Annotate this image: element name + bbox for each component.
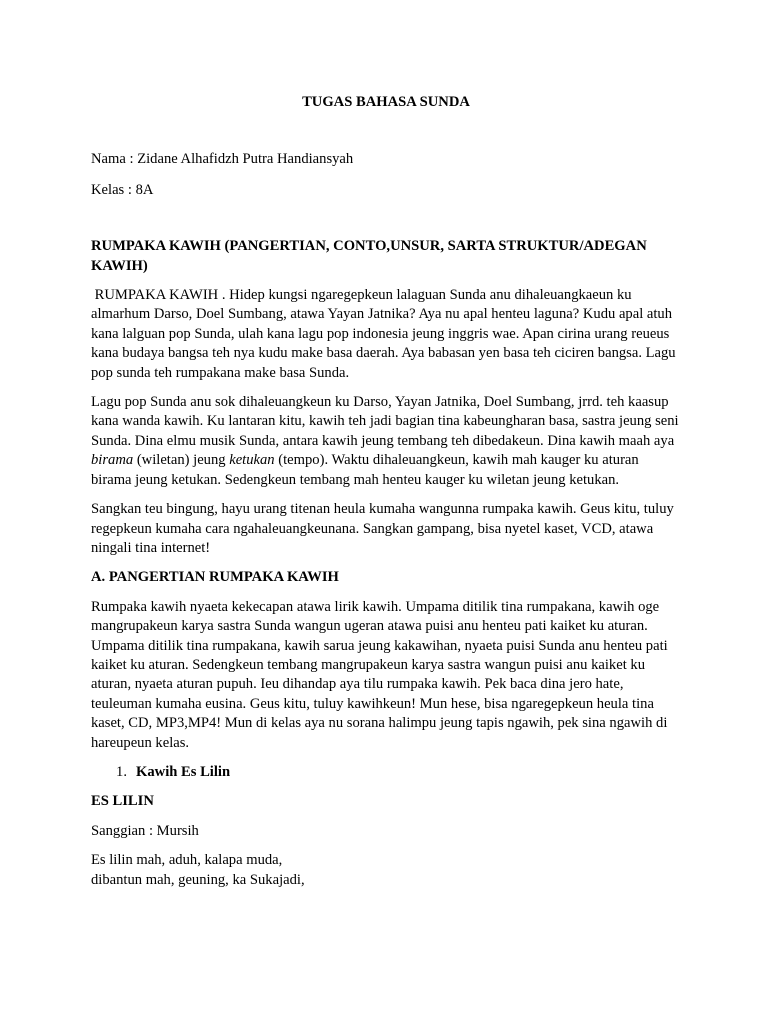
document-body [91, 93, 681, 890]
section-a-heading: A. PANGERTIAN RUMPAKA KAWIH [91, 569, 339, 586]
document-title: TUGAS BAHASA SUNDA [302, 94, 470, 110]
song-title: ES LILIN [91, 793, 154, 810]
lyric-line: Es lilin mah, aduh, kalapa muda, [91, 852, 283, 869]
student-name: Nama : Zidane Alhafidzh Putra Handiansyah [91, 151, 354, 168]
italic-term-ketukan: ketukan [229, 452, 275, 469]
paragraph-text: (tempo). Waktu dihaleuangkeun, kawih mah kauger ku aturan birama jeung ketukan. Sedengkeun tembang mah henteu kauger ku wiletan jeung ketukan. [91, 452, 639, 488]
student-class: Kelas : 8A [91, 181, 154, 198]
song-lyrics [91, 851, 681, 890]
main-heading: RUMPAKA KAWIH (PANGERTIAN, CONTO,UNSUR, SARTA STRUKTUR/ADEGAN KAWIH) [91, 238, 647, 274]
list-item-title: Kawih Es Lilin [136, 763, 231, 780]
paragraph-text: (wiletan) jeung [133, 452, 230, 469]
list-number: 1. [116, 763, 127, 780]
paragraph-kawih-definition [91, 393, 681, 490]
paragraph-instruction: Sangkan teu bingung, hayu urang titenan heula kumaha wangunna rumpaka kawih. Geus kitu, tuluy regepkeun kumaha cara ngahaleuangkeunana. Sangkan gampang, bisa nyetel kaset, VCD, atawa ningali tina internet! [91, 501, 674, 556]
italic-term-birama: birama [91, 452, 134, 469]
paragraph-text: Lagu pop Sunda anu sok dihaleuangkeun ku Darso, Yayan Jatnika, Doel Sumbang, jrrd. teh kaasup kana wanda kawih. Ku lantaran kitu, kawih teh jadi bagian tina kabeungharan basa, sastra jeung seni Sunda. Dina elmu musik Sunda, antara kawih jeung tembang teh dibedakeun. Dina kawih maah aya [91, 394, 679, 449]
song-author: Sanggian : Mursih [91, 822, 199, 839]
section-a-paragraph: Rumpaka kawih nyaeta kekecapan atawa lirik kawih. Umpama ditilik tina rumpakana, kawih oge mangrupakeun karya sastra Sunda wangun ugeran atawa puisi anu henteu pati kaiket ku aturan. Umpama ditilik tina rumpakana, kawih sarua jeung kakawihan, nyaeta puisi Sunda anu henteu pati kaiket ku aturan. Sedengkeun tembang mangrupakeun karya sastra wangun puisi anu kaiket ku aturan, nyaeta aturan pupuh. Ieu dihandap aya tilu rumpaka kawih. Pek baca dina jero hate, teuleuman kumaha eusina. Geus kitu, tuluy kawihkeun! Mun hese, bisa ngaregepkeun heula tina kaset, CD, MP3,MP4! Mun di kelas aya nu sorana halimpu jeung tapis ngawih, pek sina ngawih di hareupeun kelas. [91, 598, 668, 751]
intro-paragraph: RUMPAKA KAWIH . Hidep kungsi ngaregepkeun lalaguan Sunda anu dihaleuangkaeun ku almarhum Darso, Doel Sumbang, atawa Yayan Jatnika? Aya nu apal henteu laguna? Kudu apal atuh kana lalguan pop Sunda, ulah kana lagu pop indonesia jeung inggris wae. Apan cirina urang reueus kana budaya bangsa teh nya kudu make basa daerah. Aya babasan yen basa teh ciciren bangsa. Lagu pop sunda teh rumpakana make basa Sunda. [91, 287, 680, 381]
numbered-list-item [91, 763, 681, 782]
lyric-line: dibantun mah, geuning, ka Sukajadi, [91, 871, 305, 888]
